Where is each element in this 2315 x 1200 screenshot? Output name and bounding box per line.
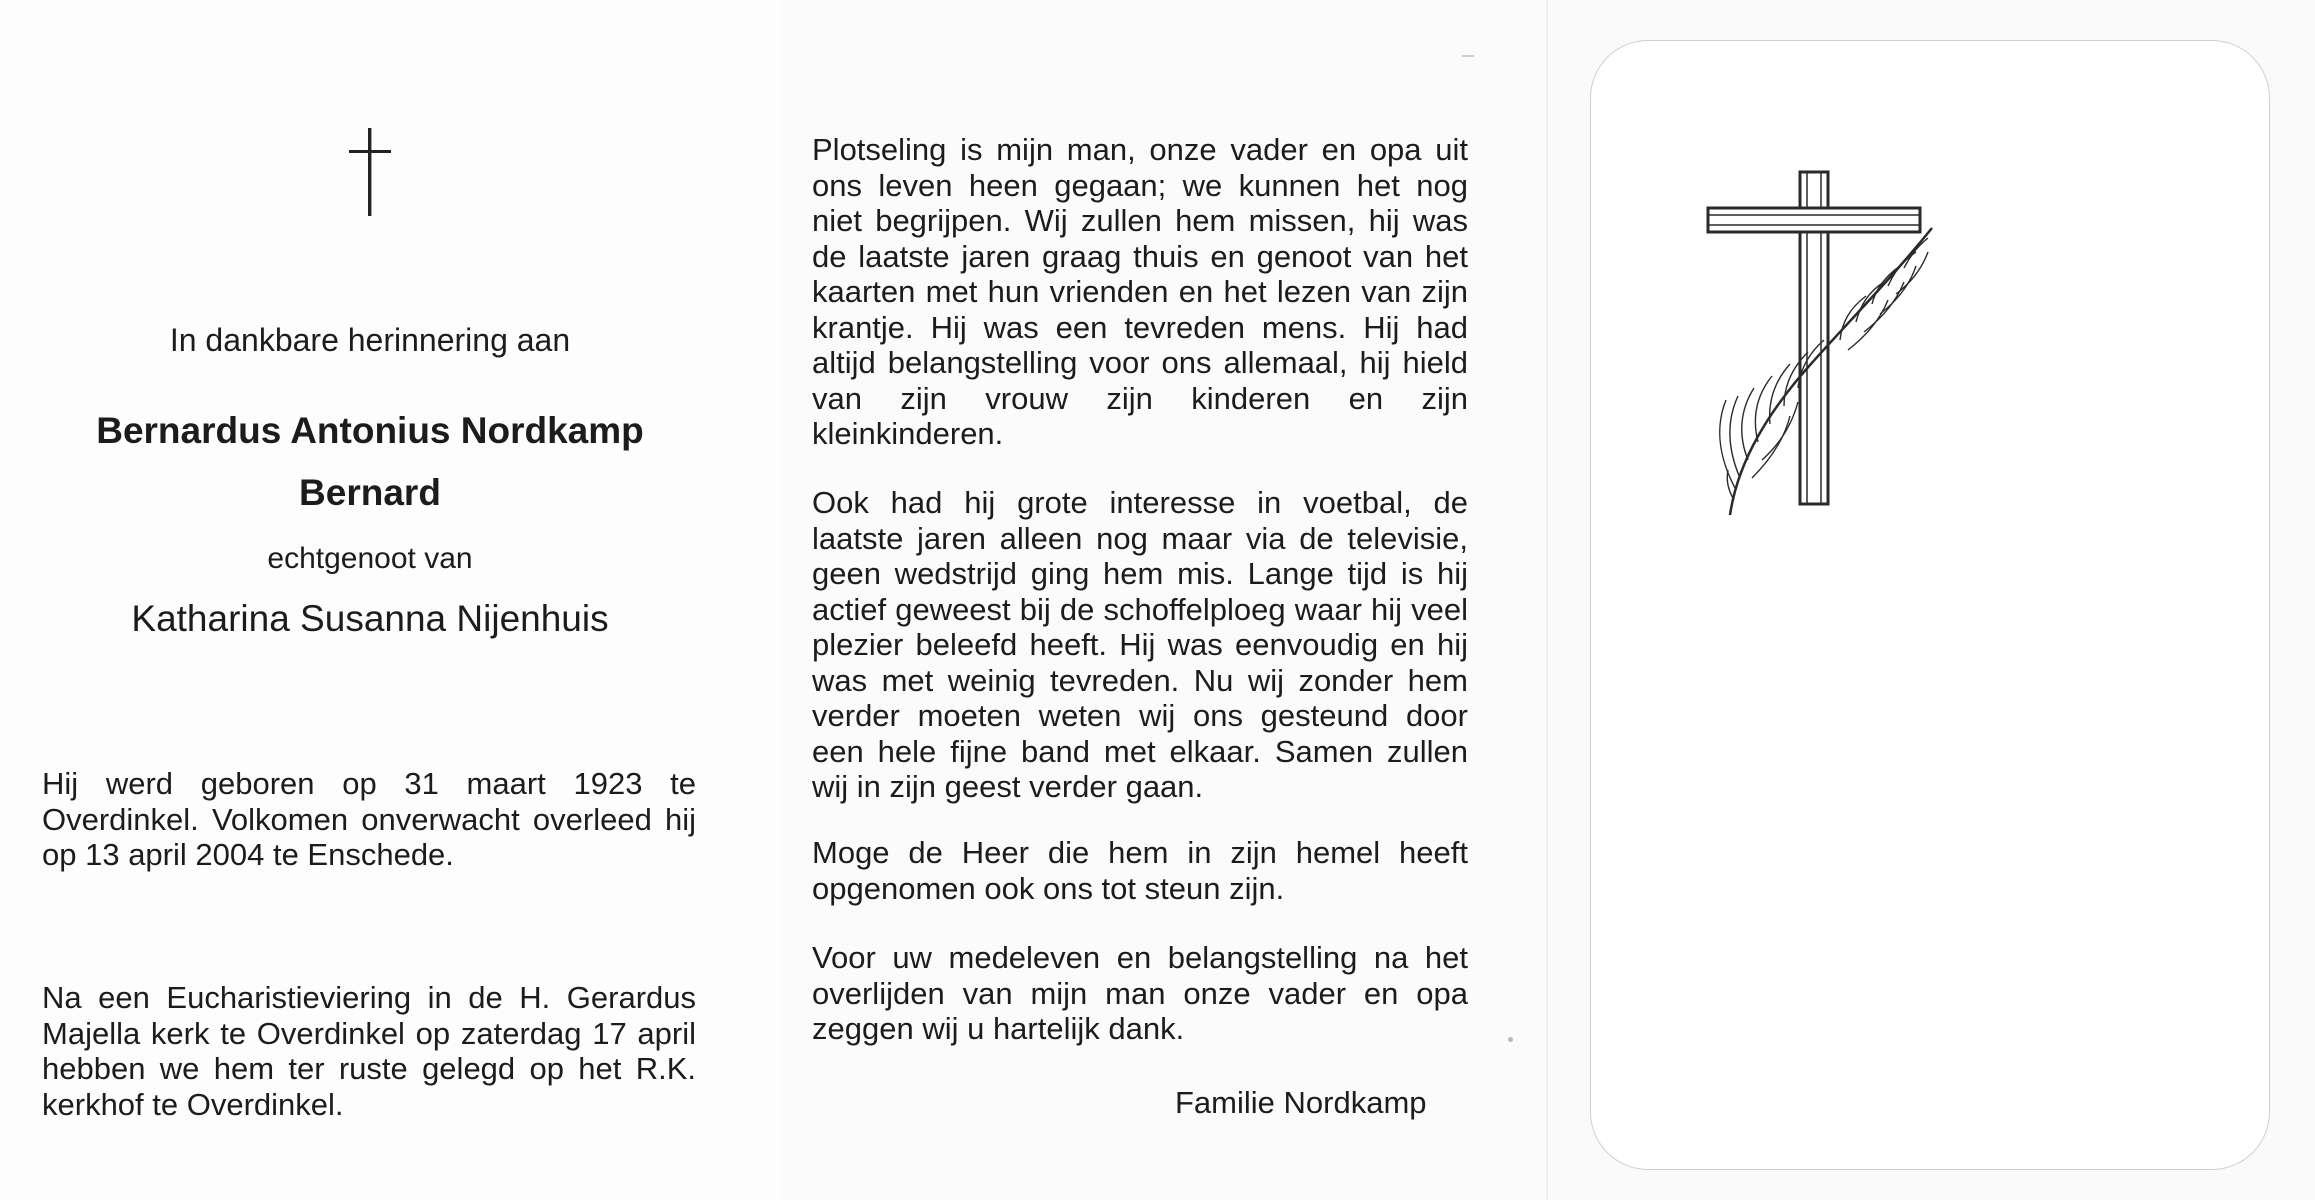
tribute-paragraph-1: Plotseling is mijn man, onze vader en opa uit ons leven heen gegaan; we kunnen het nog niet begrijpen. Wij zullen hem missen, hij was de laatste jaren graag thuis en genoot van het kaarten met hun vrienden en het lezen van zijn krantje. Hij was een tevreden mens. Hij had altijd belangstelling voor ons allemaal, hij hield van zijn vrouw zijn kinderen en zijn kleinkinderen. [812, 132, 1468, 451]
thanks-paragraph: Voor uw medeleven en belangstelling na het overlijden van mijn man onze vader en opa zeggen wij u hartelijk dank. [812, 940, 1468, 1046]
intro-text: In dankbare herinnering aan [169, 322, 571, 358]
latin-cross-icon [347, 128, 393, 216]
cross-with-palm-branch-icon [1700, 160, 1950, 530]
fold-line [1546, 0, 1548, 1200]
spouse-name: Katharina Susanna Nijenhuis [131, 598, 609, 639]
prayer-paragraph: Moge de Heer die hem in zijn hemel heeft opgenomen ook ons tot steun zijn. [812, 835, 1468, 906]
spouse-label: echtgenoot van [267, 542, 473, 575]
paper-speck [1508, 1037, 1513, 1042]
deceased-nickname: Bernard [299, 472, 441, 513]
tribute-paragraph-2: Ook had hij grote interesse in voetbal, de laatste jaren alleen nog maar via de televisie, geen wedstrijd ging hem mis. Lange tijd is hij actief geweest bij de schoffelploeg waar hij veel plezier beleefd heeft. Hij was eenvoudig en hij was met weinig tevreden. Nu wij zonder hem verder moeten weten wij ons gesteund door een hele fijne band met elkaar. Samen zullen wij in zijn geest verder gaan. [812, 485, 1468, 804]
funeral-paragraph: Na een Eucharistieviering in de H. Gerardus Majella kerk te Overdinkel op zaterdag 17 april hebben we hem ter ruste gelegd op het R.K. kerkhof te Overdinkel. [42, 980, 696, 1122]
family-signature: Familie Nordkamp [1175, 1085, 1427, 1120]
birth-death-paragraph: Hij werd geboren op 31 maart 1923 te Overdinkel. Volkomen onverwacht overleed hij op 13 april 2004 te Enschede. [42, 766, 696, 872]
deceased-full-name: Bernardus Antonius Nordkamp [96, 410, 644, 451]
crop-mark [1462, 55, 1474, 57]
